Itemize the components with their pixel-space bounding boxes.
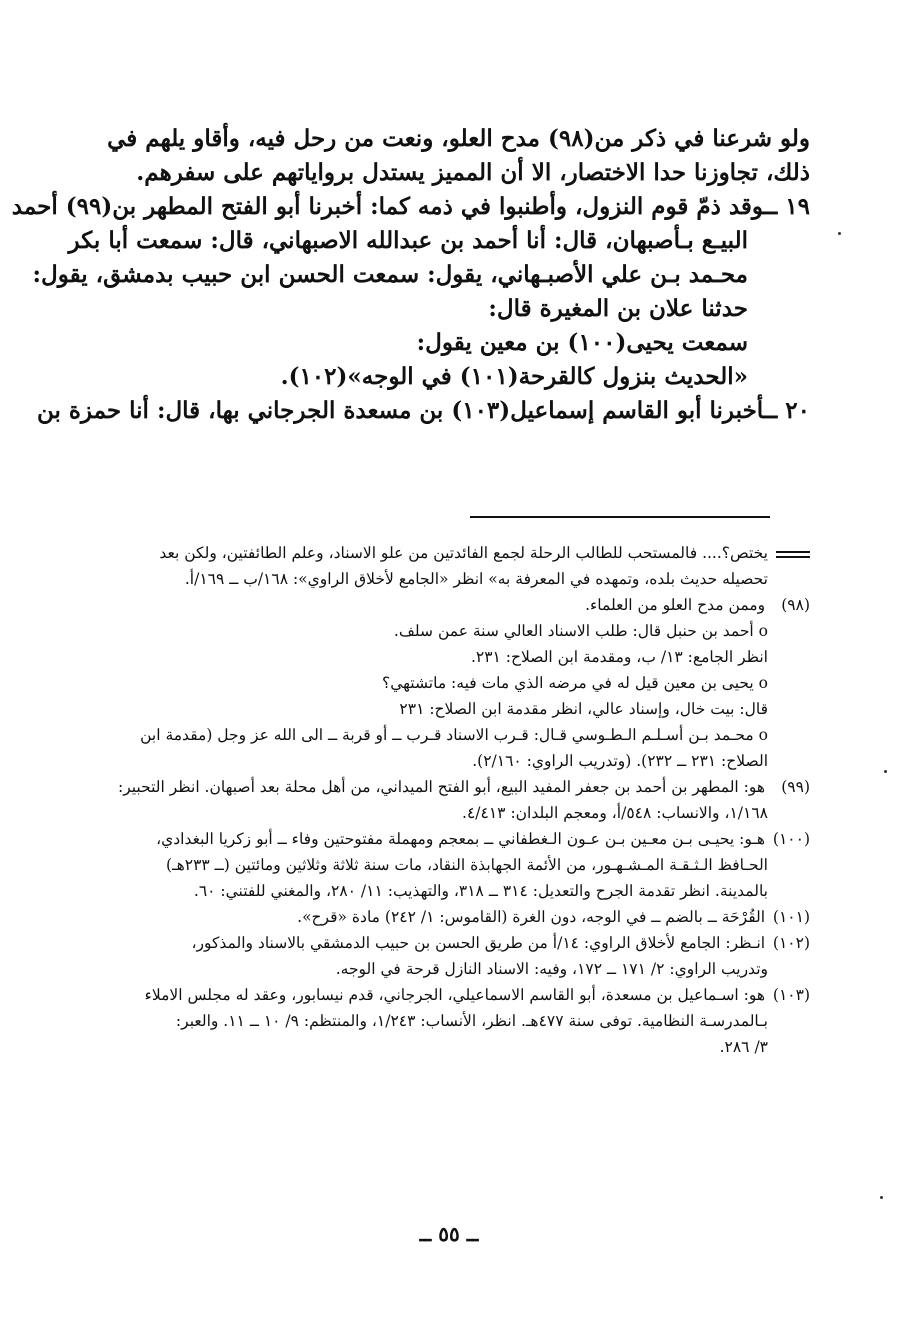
footnote-line [92,982,810,1008]
footnote-text: بالمدينة. انظر تقدمة الجرح والتعديل: ٣١٤ ــ ٣١٨، والتهذيب: ١١/ ٢٨٠، والمغني للفتني: ٦٠. [193,882,768,900]
footnote-text: تحصيله حديث بلده، وتمهده في المعرفة به» انظر «الجامع لأخلاق الراوي»: ١٦٨/ب ــ ١٦٩/أ. [184,570,768,588]
main-text-line: حدثنا علان بن المغيرة قال: [488,295,748,322]
footnote-line [92,1034,810,1060]
footnote-text: قال: بيت خال، وإسناد عالي، انظر مقدمة ابن الصلاح: ٢٣١ [399,700,768,718]
footnote-text: ٣/ ٢٨٦. [719,1038,768,1056]
footnote-text: وممن مدح العلو من العلماء. [585,596,766,614]
continuation-mark [776,551,810,558]
footnote-text: انـظر: الجامع لأخلاق الراوي: ١٤/أ من طريق الحسن بن حبيب الدمشقي بالاسناد والمذكور، [191,934,766,952]
footnote-text: وتدريب الراوي: ٢/ ١٧١ ــ ١٧٢، وفيه: الاسناد النازل قرحة في الوجه. [335,960,768,978]
scan-speck [838,232,841,235]
footnote-text: يختص؟.... فالمستحب للطالب الرحلة لجمع الفائدتين من علو الاسناد، وعلم الطائفتين، ولكن بعد [159,544,768,562]
footnote-line [92,800,810,826]
footnote-text: هو: اسـماعيل بن مسعدة، أبو القاسم الاسماعيلي، الجرجاني، قدم نيسابور، وعقد له مجلس الاملاء [144,986,766,1004]
footnote-line [92,748,810,774]
footnote-text: ١/١٦٨، والانساب: ٥٤٨/أ، ومعجم البلدان: ٤/٤١٣. [462,804,768,822]
footnote-line [92,644,810,670]
footnote-text: o أحمد بن حنبل قال: طلب الاسناد العالي سنة عمن سلف. [393,622,768,640]
footnotes [92,540,810,1060]
footnote-line [92,618,810,644]
footnote-line [92,540,810,566]
main-text-line: ١٩ ــوقد ذمّ قوم النزول، وأطنبوا في ذمه كما: أخبرنا أبو الفتح المطهر بن(٩٩) أحمد [11,193,810,220]
footnote-number: (٩٨) [781,596,810,614]
footnote-separator [470,516,770,518]
footnote-number: (١٠٠) [772,830,810,848]
footnote-line [92,826,810,852]
footnote-line [92,956,810,982]
footnote-line [92,930,810,956]
scan-speck [880,1196,883,1199]
footnote-text: الصلاح: ٢٣١ ــ ٢٣٢). (وتدريب الراوي: ٢/١٦٠). [472,752,768,770]
main-text-line: «الحديث بنزول كالقرحة(١٠١) في الوجه»(١٠٢). [280,363,748,390]
footnote-line [92,1008,810,1034]
footnote-text: بـالمدرسـة النظامية. توفى سنة ٤٧٧هـ. انظر، الأنساب: ١/٢٤٣، والمنتظم: ٩/ ١٠ ــ ١١. والعبر: [175,1012,768,1030]
main-text-line: ذلك، تجاوزنا حدا الاختصار، الا أن المميز يستدل برواياتهم على سفرهم. [136,159,810,186]
footnote-text: القُرْحَة ــ بالضم ــ في الوجه، دون الغرة (القاموس: ١/ ٢٤٢) مادة «قرح». [297,908,766,926]
footnote-line [92,696,810,722]
footnote-number: (١٠١) [772,908,810,926]
main-text [11,122,810,428]
main-text-line: محـمد بـن علي الأصبـهاني، يقول: سمعت الحسن ابن حبيب بدمشق، يقول: [32,261,748,288]
main-text-line: البيـع بـأصبهان، قال: أنا أحمد بن عبدالله الاصبهاني، قال: سمعت أبا بكر [68,227,748,254]
footnote-line [92,852,810,878]
footnote-number: (٩٩) [781,778,810,796]
footnote-line [92,722,810,748]
footnote-text: o محـمد بـن أسـلـم الـطـوسي قـال: قـرب الاسناد قـرب ــ أو قربة ــ الى الله عز وجل (مقدمة ابن [140,726,768,744]
main-text-line: ٢٠ ــأخبرنا أبو القاسم إسماعيل(١٠٣) بن مسعدة الجرجاني بها، قال: أنا حمزة بن [36,397,810,424]
footnote-line [92,566,810,592]
footnote-line [92,592,810,618]
main-text-line: ولو شرعنا في ذكر من(٩٨) مدح العلو، ونعت من رحل فيه، وأقاو يلهم في [107,125,810,152]
footnote-line [92,670,810,696]
footnote-line [92,904,810,930]
scan-speck [884,770,887,773]
footnote-number: (١٠٢) [772,934,810,952]
footnote-text: الحـافظ الـثـقـة المـشـهـور، من الأئمة الجهابذة النقاد، مات سنة ثلاثة وثلاثين ومائتين (ــ ٢٣٣هـ) [166,856,768,874]
footnote-line [92,878,810,904]
footnote-text: o يحيى بن معين قيل له في مرضه الذي مات فيه: ماتشتهي؟ [381,674,768,692]
footnote-line [92,774,810,800]
page-number: ــ ٥٥ ــ [419,1222,479,1246]
main-text-line: سمعت يحيى(١٠٠) بن معين يقول: [416,329,748,356]
footnote-text: انظر الجامع: ١٣/ ب، ومقدمة ابن الصلاح: ٢٣١. [470,648,768,666]
footnote-text: هو: المطهر بن أحمد بن جعفر المفيد البيع، أبو الفتح الميداني، من أهل محلة بعد أصبهان. انظر التحبير: [117,778,766,796]
footnote-text: هـو: يحيـى بـن معـين بـن عـون الـغطفاني ــ بمعجم ومهملة مفتوحتين وفاء ــ أبو زكريا البغدادي، [156,830,766,848]
footnote-number: (١٠٣) [772,986,810,1004]
